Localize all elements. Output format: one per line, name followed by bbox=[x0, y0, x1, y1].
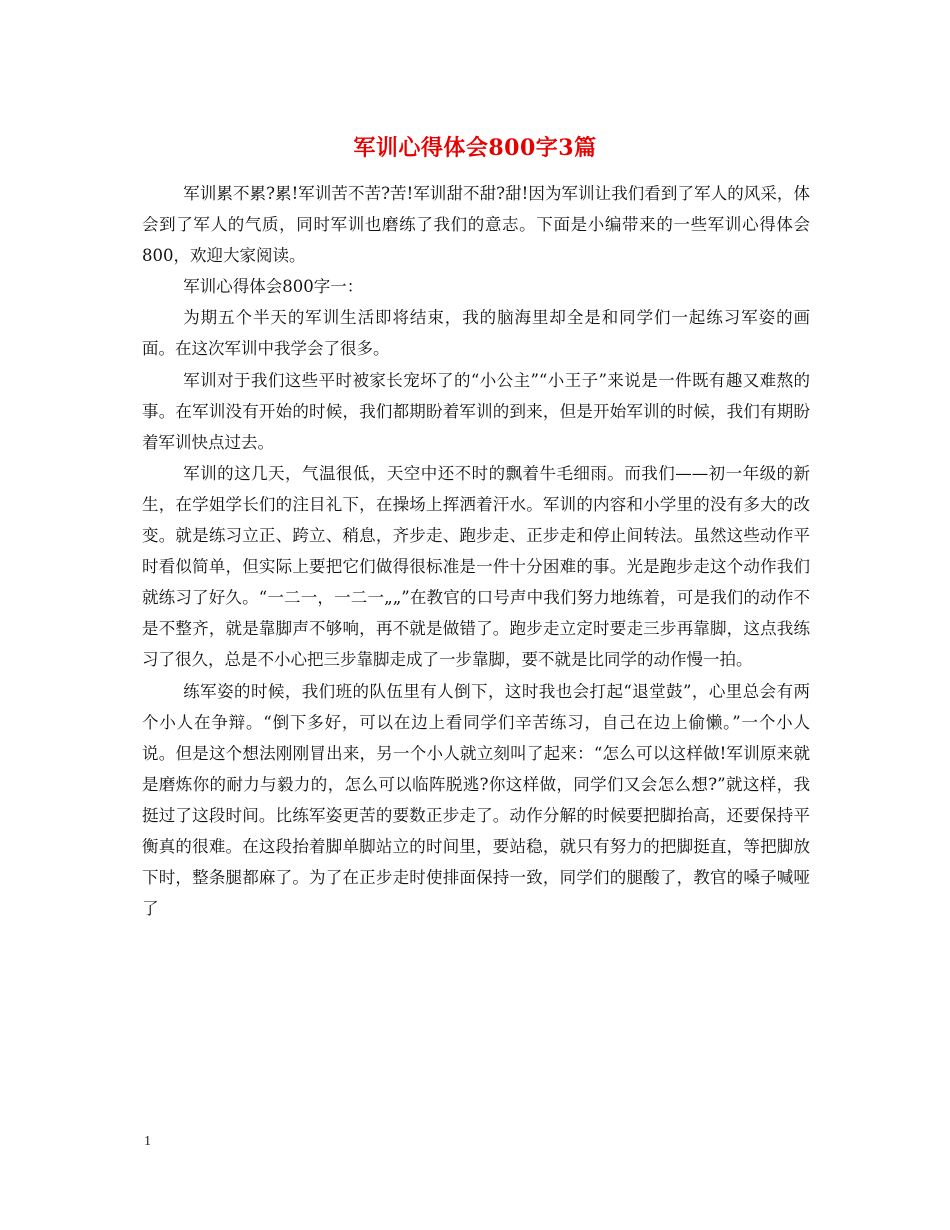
paragraph-intro: 军训累不累?累!军训苦不苦?苦!军训甜不甜?甜!因为军训让我们看到了军人的风采，体会到了军人的气质，同时军训也磨练了我们的意志。下面是小编带来的一些军训心得体会800，欢迎大家阅读。 bbox=[142, 184, 810, 266]
paragraph: 练军姿的时候，我们班的队伍里有人倒下，这时我也会打起“退堂鼓”，心里总会有两个小人在争辩。“倒下多好，可以在边上看同学们辛苦练习，自己在边上偷懒。”一个小人说。但是这个想法刚刚冒出来，另一个小人就立刻叫了起来：“怎么可以这样做!军训原来就是磨炼你的耐力与毅力的，怎么可以临阵脱逃?你这样做，同学们又会怎么想?”就这样，我挺过了这段时间。比练军姿更苦的要数正步走了。动作分解的时候要把脚抬高，还要保持平衡真的很难。在这段抬着脚单脚站立的时间里，要站稳，就只有努力的把脚挺直，等把脚放下时，整条腿都麻了。为了在正步走时使排面保持一致，同学们的腿酸了，教官的嗓子喊哑了 bbox=[142, 681, 810, 919]
paragraph: 为期五个半天的军训生活即将结束，我的脑海里却全是和同学们一起练习军姿的画面。在这次军训中我学会了很多。 bbox=[142, 308, 810, 359]
paragraph: 军训对于我们这些平时被家长宠坏了的“小公主”“小王子”来说是一件既有趣又难熬的事。在军训没有开始的时候，我们都期盼着军训的到来，但是开始军训的时候，我们有期盼着军训快点过去。 bbox=[142, 370, 810, 452]
document-title: 军训心得体会800字3篇 bbox=[353, 135, 597, 161]
paragraph: 军训的这几天，气温很低，天空中还不时的飘着牛毛细雨。而我们——初一年级的新生，在学姐学长们的注目礼下，在操场上挥洒着汗水。军训的内容和小学里的没有多大的改变。就是练习立正、跨立、稍息，齐步走、跑步走、正步走和停止间转法。虽然这些动作平时看似简单，但实际上要把它们做得很标准是一件十分困难的事。光是跑步走这个动作我们就练习了好久。“一二一，一二一„„”在教官的口号声中我们努力地练着，可是我们的动作不是不整齐，就是靠脚声不够响，再不就是做错了。跑步走立定时要走三步再靠脚，这点我练习了很久，总是不小心把三步靠脚走成了一步靠脚，要不就是比同学的动作慢一拍。 bbox=[142, 463, 810, 670]
document-body bbox=[142, 178, 810, 924]
page-number: 1 bbox=[144, 1134, 151, 1149]
paragraph-section-heading: 军训心得体会800字一： bbox=[183, 277, 364, 297]
